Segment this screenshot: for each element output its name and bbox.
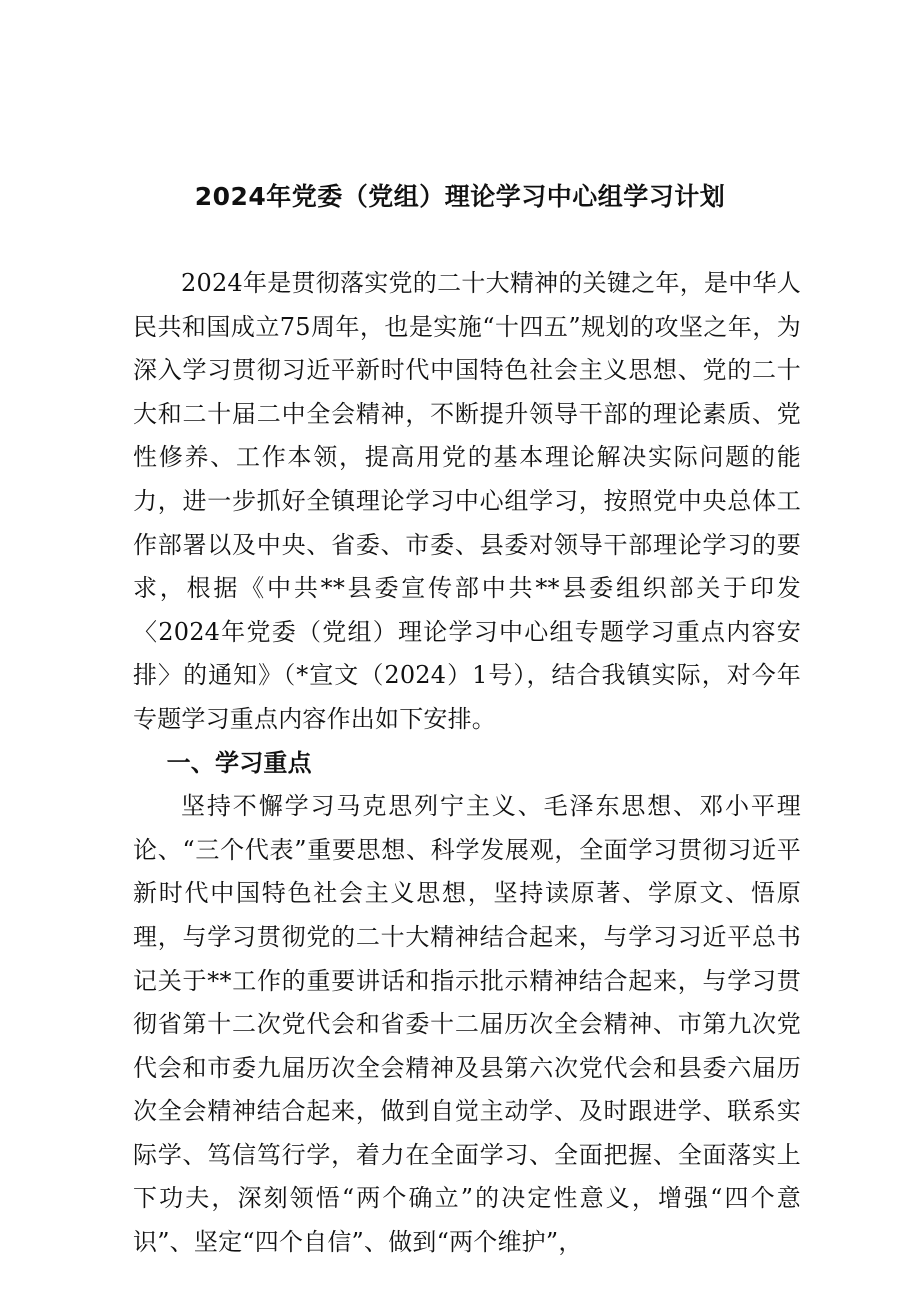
study-focus-paragraph: 坚持不懈学习马克思列宁主义、毛泽东思想、邓小平理论、“三个代表”重要思想、科学发展观，全面学习贯彻习近平新时代中国特色社会主义思想，坚持读原著、学原文、悟原理，与学习贯彻党的二十大精神结合起来，与学习习近平总书记关于**工作的重要讲话和指示批示精神结合起来，与学习贯彻省第十二次党代会和省委十二届历次全会精神、市第九次党代会和市委九届历次全会精神及县第六次党代会和县委六届历次全会精神结合起来，做到自觉主动学、及时跟进学、联系实际学、笃信笃行学，着力在全面学习、全面把握、全面落实上下功夫，深刻领悟“两个确立”的决定性意义，增强“四个意识”、坚定“四个自信”、做到“两个维护”， [133,792,801,1257]
document-body [133,262,801,1257]
section-heading-study-focus: 一、学习重点 [166,748,312,777]
intro-paragraph: 2024年是贯彻落实党的二十大精神的关键之年，是中华人民共和国成立75周年，也是实施“十四五”规划的攻坚之年，为深入学习贯彻习近平新时代中国特色社会主义思想、党的二十大和二十届二中全会精神，不断提升领导干部的理论素质、党性修养、工作本领，提高用党的基本理论解决实际问题的能力，进一步抓好全镇理论学习中心组学习，按照党中央总体工作部署以及中央、省委、市委、县委对领导干部理论学习的要求，根据《中共**县委宣传部中共**县委组织部关于印发〈2024年党委（党组）理论学习中心组专题学习重点内容安排〉的通知》（*宣文（2024）1号），结合我镇实际，对今年专题学习重点内容作出如下安排。 [133,269,801,733]
document-title: 2024年党委（党组）理论学习中心组学习计划 [194,182,726,211]
